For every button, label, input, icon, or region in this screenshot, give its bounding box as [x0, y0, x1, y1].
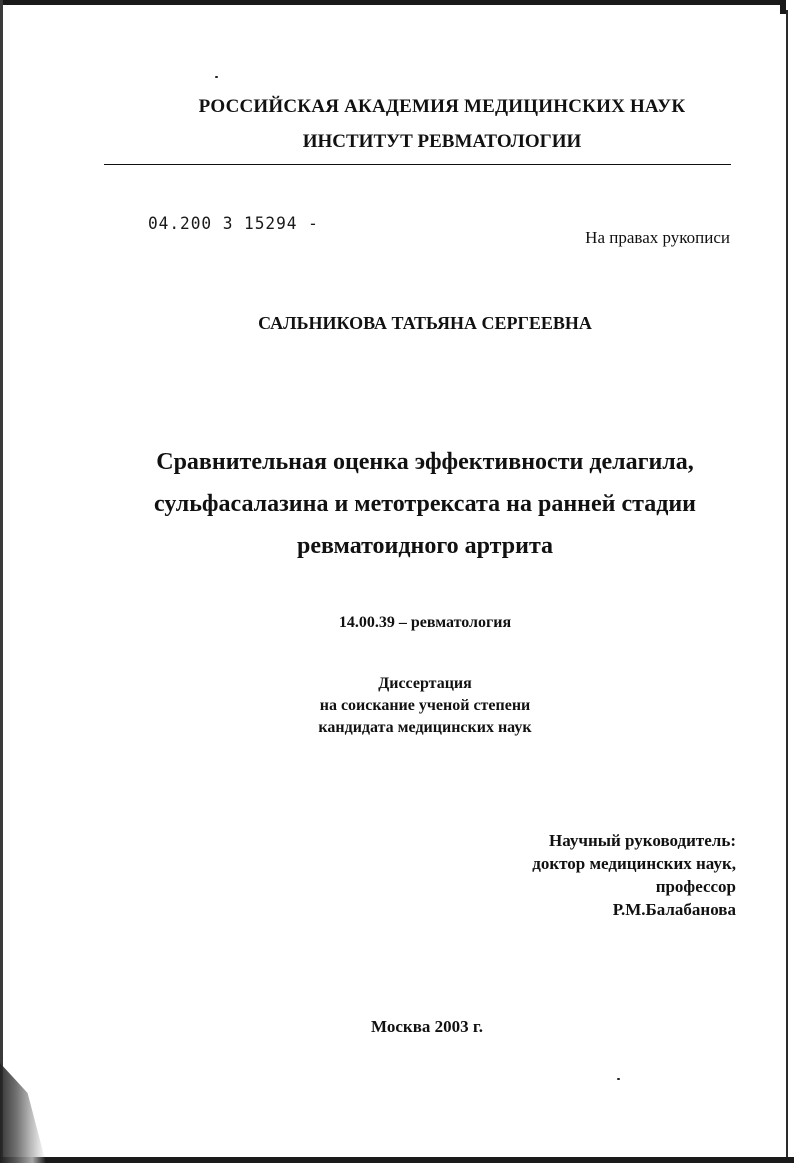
author-name: САЛЬНИКОВА ТАТЬЯНА СЕРГЕЕВНА	[258, 313, 592, 333]
supervisor-line: Р.М.Балабанова	[612, 900, 736, 919]
title-line: Сравнительная оценка эффективности делагила,	[156, 449, 694, 475]
scan-border-left	[0, 0, 3, 1163]
supervisor-line: доктор медицинских наук,	[532, 854, 736, 873]
scan-speck	[617, 1078, 620, 1080]
header-divider	[104, 164, 731, 165]
title-line: сульфасалазина и метотрексата на ранней стадии	[154, 491, 696, 517]
specialty-code: 14.00.39 – ревматология	[338, 614, 512, 631]
scan-border-top	[0, 0, 780, 5]
dissertation-degree	[28, 673, 794, 739]
degree-line: Диссертация	[378, 675, 472, 692]
scan-shadow-corner	[0, 1063, 46, 1163]
dissertation-title	[28, 441, 794, 567]
scan-speck	[215, 76, 218, 78]
degree-line: на соискание ученой степени	[319, 697, 531, 714]
academy-name: РОССИЙСКАЯ АКАДЕМИЯ МЕДИЦИНСКИХ НАУК	[198, 96, 686, 117]
scientific-supervisor	[430, 829, 736, 921]
supervisor-line: профессор	[655, 877, 736, 896]
institute-name: ИНСТИТУТ РЕВМАТОЛОГИИ	[302, 131, 582, 152]
registration-stamp: 04.200 3 15294 -	[148, 214, 319, 234]
supervisor-line: Научный руководитель:	[549, 831, 736, 850]
degree-line: кандидата медицинских наук	[318, 719, 532, 736]
city-year: Москва 2003 г.	[371, 1017, 483, 1036]
scan-border-bottom	[0, 1157, 794, 1163]
scan-border-right	[786, 10, 788, 1160]
title-line: ревматоидного артрита	[296, 533, 554, 559]
rights-note: На правах рукописи	[585, 228, 730, 247]
